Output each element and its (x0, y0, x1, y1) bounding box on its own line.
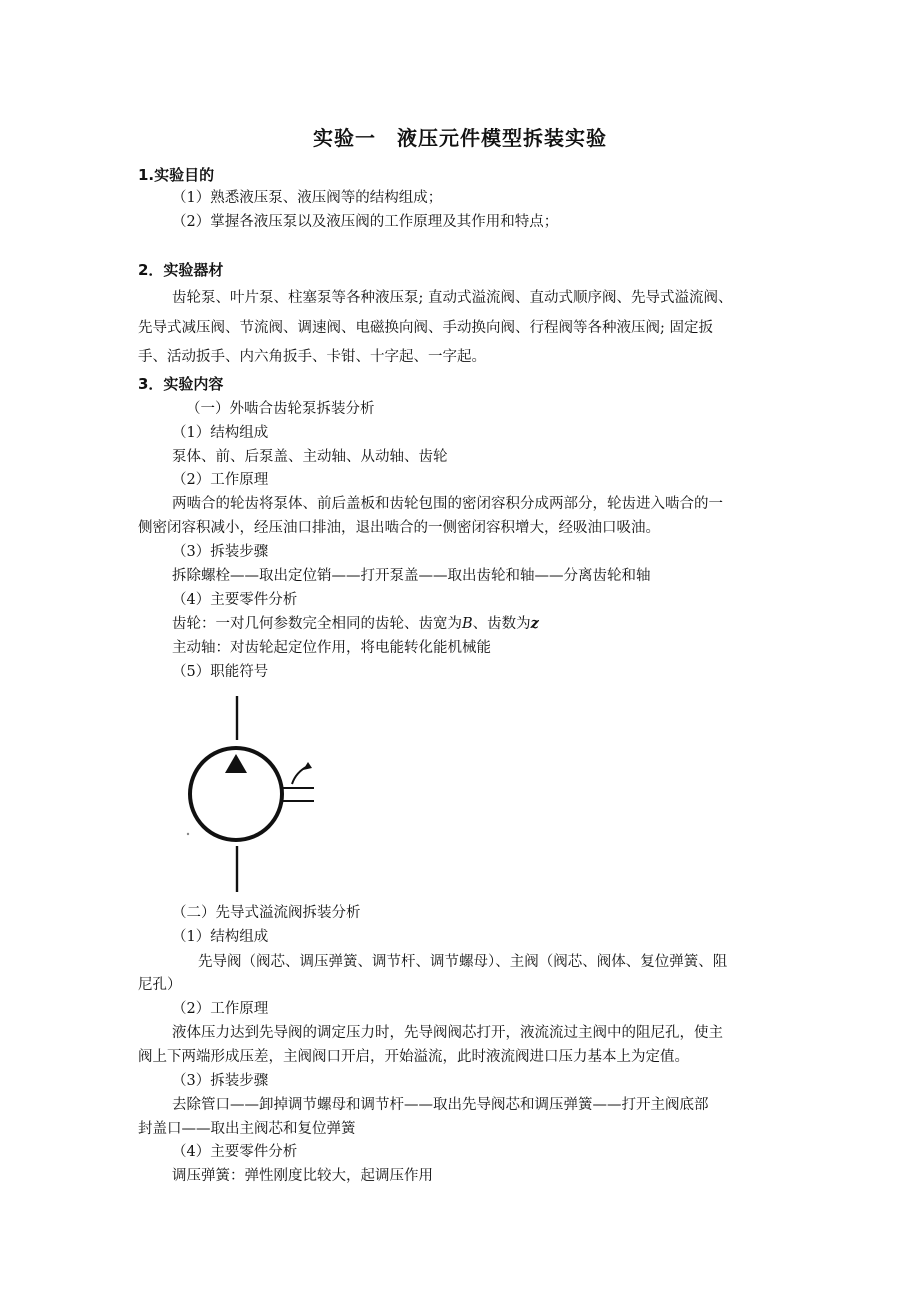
part-1-title: （一）外啮合齿轮泵拆装分析 (186, 401, 375, 417)
equipment-line-2: 先导式减压阀、节流阀、调速阀、电磁换向阀、手动换向阀、行程阀等各种液压阀; 固定扳 (138, 320, 713, 336)
part-2-structure-line-2: 尼孔） (138, 977, 182, 993)
part-2-principle-label: （2）工作原理 (172, 1001, 269, 1017)
part-2-title: （二）先导式溢流阀拆装分析 (172, 905, 361, 921)
speck-mark (187, 833, 189, 835)
part-1-parts-label: （4）主要零件分析 (172, 592, 298, 608)
part-1-structure-text: 泵体、前、后泵盖、主动轴、从动轴、齿轮 (172, 449, 448, 465)
part-1-principle-label: （2）工作原理 (172, 472, 269, 488)
part-2-principle-line-1: 液体压力达到先导阀的调定压力时，先导阀阀芯打开，液流流过主阀中的阻尼孔，使主 (172, 1025, 723, 1041)
part-2-spring-text: 调压弹簧：弹性刚度比较大，起调压作用 (172, 1168, 433, 1184)
objective-item-1: （1）熟悉液压泵、液压阀等的结构组成； (172, 190, 443, 206)
section-3-heading: 3．实验内容 (138, 375, 224, 393)
page-title: 实验一 液压元件模型拆装实验 (313, 126, 607, 150)
part-2-structure-label: （1）结构组成 (172, 929, 269, 945)
part-1-structure-label: （1）结构组成 (172, 425, 269, 441)
part-1-principle-line-1: 两啮合的轮齿将泵体、前后盖板和齿轮包围的密闭容积分成两部分，轮齿进入啮合的一 (172, 496, 723, 512)
part-2-steps-line-1: 去除管口——卸掉调节螺母和调节杆——取出先导阀芯和调压弹簧——打开主阀底部 (172, 1097, 709, 1113)
gear-teeth-symbol: z (530, 615, 539, 632)
part-2-principle-line-2: 阀上下两端形成压差，主阀阀口开启，开始溢流，此时液流阀进口压力基本上为定值。 (138, 1049, 689, 1065)
part-2-steps-line-2: 封盖口——取出主阀芯和复位弹簧 (138, 1121, 356, 1137)
objective-item-2: （2）掌握各液压泵以及液压阀的工作原理及其作用和特点； (172, 214, 559, 230)
part-1-principle-line-2: 侧密闭容积减小，经压油口排油，退出啮合的一侧密闭容积增大，经吸油口吸油。 (138, 520, 660, 536)
section-1-heading: 1.实验目的 (138, 166, 215, 184)
part-2-parts-label: （4）主要零件分析 (172, 1144, 298, 1160)
section-2-heading: 2．实验器材 (138, 261, 224, 279)
hydraulic-pump-symbol (176, 696, 326, 896)
part-1-symbol-label: （5）职能符号 (172, 664, 269, 680)
gear-text-mid: 、齿数为 (472, 616, 531, 632)
equipment-line-1: 齿轮泵、叶片泵、柱塞泵等各种液压泵; 直动式溢流阀、直动式顺序阀、先导式溢流阀、 (172, 290, 733, 306)
gear-width-symbol: B (462, 616, 473, 632)
pump-flow-triangle (225, 754, 247, 773)
part-1-steps-label: （3）拆装步骤 (172, 544, 269, 560)
equipment-line-3: 手、活动扳手、内六角扳手、卡钳、十字起、一字起。 (138, 349, 486, 365)
gear-text-pre: 齿轮：一对几何参数完全相同的齿轮、齿宽为 (172, 616, 462, 632)
part-1-shaft-text: 主动轴：对齿轮起定位作用，将电能转化能机械能 (172, 640, 491, 656)
part-2-structure-line-1: 先导阀（阀芯、调压弹簧、调节杆、调节螺母）、主阀（阀芯、阀体、复位弹簧、阻 (198, 954, 728, 970)
part-2-steps-label: （3）拆装步骤 (172, 1073, 269, 1089)
part-1-steps-text: 拆除螺栓——取出定位销——打开泵盖——取出齿轮和轴——分离齿轮和轴 (172, 568, 651, 584)
rotation-arrow-head (303, 762, 312, 770)
part-1-gear-text (172, 614, 539, 634)
